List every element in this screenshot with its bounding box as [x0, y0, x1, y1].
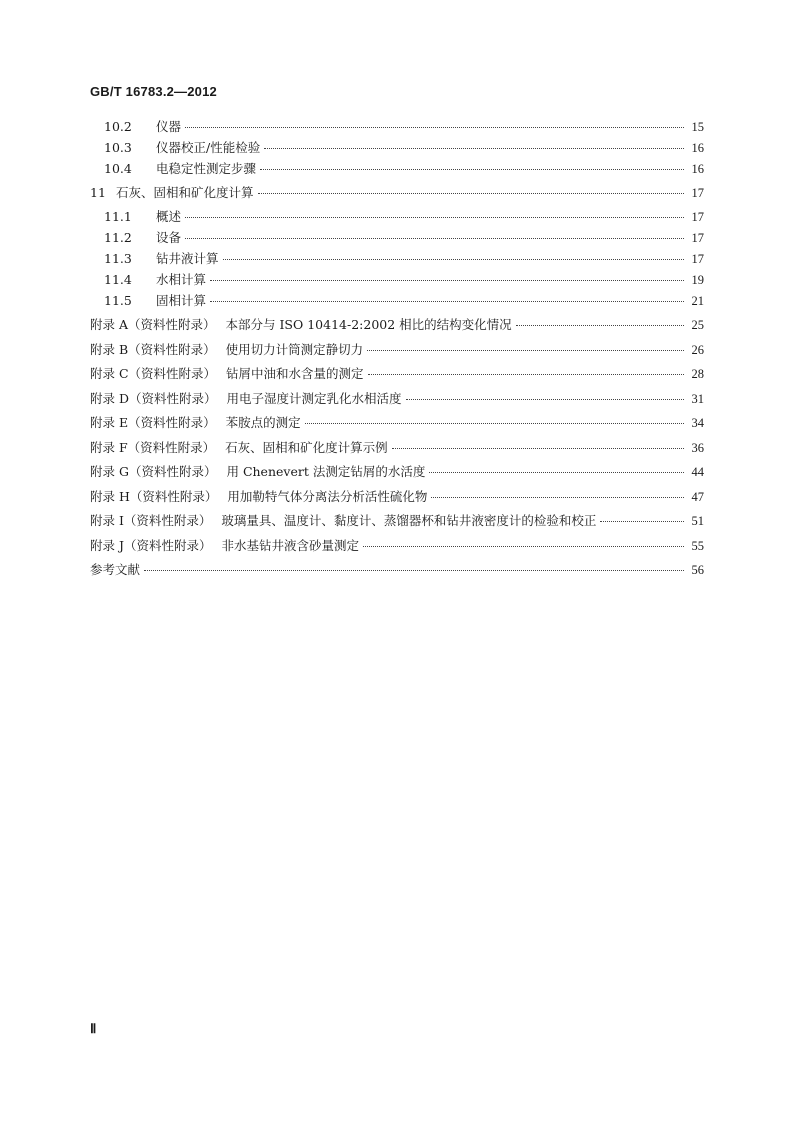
dot-leader [144, 570, 684, 571]
toc-title: 设备 [156, 230, 182, 245]
toc-entry-appendix-d[interactable] [90, 389, 704, 414]
toc-title: 本部分与 ISO 10414-2:2002 相比的结构变化情况 [225, 317, 512, 332]
toc-page: 36 [691, 440, 704, 455]
dot-leader [600, 521, 684, 522]
toc-entry-appendix-g[interactable] [90, 462, 704, 487]
toc-number: 附录 H（资料性附录） [90, 488, 218, 504]
toc-page: 55 [691, 538, 704, 553]
toc-entry-11-1[interactable] [90, 207, 704, 228]
toc-title: 用 Chenevert 法测定钻屑的水活度 [226, 464, 426, 479]
toc-title: 玻璃量具、温度计、黏度计、蒸馏器杯和钻井液密度计的检验和校正 [221, 513, 597, 528]
toc-number: 11.2 [104, 230, 132, 245]
dot-leader [406, 399, 684, 400]
toc-number: 附录 F（资料性附录） [90, 439, 216, 455]
toc-entry-appendix-c[interactable] [90, 364, 704, 389]
toc-number: 附录 B（资料性附录） [90, 341, 216, 357]
dot-leader [210, 280, 684, 281]
toc-entry-appendix-e[interactable] [90, 413, 704, 438]
dot-leader [516, 325, 684, 326]
toc-title: 固相计算 [156, 293, 207, 308]
toc-entry-11[interactable] [90, 183, 704, 207]
toc-entry-appendix-i[interactable] [90, 511, 704, 536]
toc-page: 17 [691, 252, 704, 266]
toc-number: 11.4 [104, 272, 132, 287]
toc-number: 附录 D（资料性附录） [90, 390, 217, 406]
toc-number: 附录 A（资料性附录） [90, 317, 216, 332]
dot-leader [260, 169, 684, 170]
toc-title: 钻井液计算 [156, 251, 219, 266]
toc-page: 44 [691, 465, 704, 479]
toc-entry-10-3[interactable] [90, 138, 704, 159]
toc-page: 17 [691, 186, 704, 200]
toc-title: 水相计算 [156, 272, 207, 287]
toc-title: 苯胺点的测定 [225, 415, 301, 430]
toc-entry-references[interactable] [90, 560, 704, 585]
toc-entry-appendix-a[interactable] [90, 315, 704, 340]
toc-number: 11 [90, 185, 106, 200]
toc-title: 电稳定性测定步骤 [156, 161, 257, 176]
dot-leader [185, 127, 684, 128]
toc-number: 11.1 [104, 209, 132, 224]
toc-page: 28 [691, 367, 704, 381]
toc-title: 非水基钻井液含砂量测定 [221, 537, 360, 553]
toc-number: 附录 C（资料性附录） [90, 366, 217, 381]
dot-leader [264, 148, 684, 149]
toc-entry-11-2[interactable] [90, 228, 704, 249]
toc-number: 11.3 [104, 251, 132, 266]
toc-entry-10-4[interactable] [90, 159, 704, 183]
toc-page: 21 [691, 294, 704, 308]
toc-entry-appendix-b[interactable] [90, 340, 704, 365]
table-of-contents [90, 117, 704, 585]
toc-page: 16 [691, 141, 704, 155]
toc-page: 16 [691, 162, 704, 176]
dot-leader [185, 238, 684, 239]
toc-page: 47 [691, 489, 704, 504]
toc-title: 石灰、固相和矿化度计算 [116, 185, 254, 200]
toc-title: 仪器校正/性能检验 [156, 140, 261, 155]
toc-entry-appendix-h[interactable] [90, 487, 704, 512]
dot-leader [367, 350, 684, 351]
dot-leader [363, 546, 684, 547]
toc-page: 15 [691, 120, 704, 134]
dot-leader [431, 497, 684, 498]
dot-leader [392, 448, 684, 449]
toc-page: 17 [691, 231, 704, 245]
toc-entry-10-2[interactable] [90, 117, 704, 138]
toc-page: 51 [691, 514, 704, 528]
toc-number: 10.4 [104, 161, 132, 176]
toc-number: 附录 I（资料性附录） [90, 513, 212, 528]
toc-number: 附录 G（资料性附录） [90, 464, 217, 479]
toc-number: 10.3 [104, 140, 132, 155]
dot-leader [210, 301, 684, 302]
toc-entry-11-4[interactable] [90, 270, 704, 291]
toc-number: 11.5 [104, 293, 132, 308]
toc-page: 17 [691, 210, 704, 224]
toc-number: 10.2 [104, 119, 132, 134]
dot-leader [258, 193, 684, 194]
toc-title: 参考文献 [90, 562, 141, 577]
toc-title: 用加勒特气体分离法分析活性硫化物 [227, 488, 428, 504]
toc-title: 钻屑中油和水含量的测定 [226, 366, 364, 381]
toc-title: 使用切力计筒测定静切力 [225, 341, 364, 357]
toc-number: 附录 E（资料性附录） [90, 415, 216, 430]
toc-title: 概述 [156, 209, 182, 224]
dot-leader [368, 374, 684, 375]
dot-leader [185, 217, 684, 218]
toc-page: 26 [691, 342, 704, 357]
toc-page: 25 [691, 318, 704, 332]
toc-number: 附录 J（资料性附录） [90, 537, 212, 553]
toc-page: 34 [691, 416, 704, 430]
toc-page: 19 [691, 273, 704, 287]
toc-page: 56 [691, 563, 704, 577]
dot-leader [223, 259, 684, 260]
page-number: Ⅱ [90, 1021, 97, 1036]
toc-title: 仪器 [156, 119, 182, 134]
toc-title: 用电子湿度计测定乳化水相活度 [226, 390, 402, 406]
standard-code: GB/T 16783.2—2012 [90, 84, 217, 99]
dot-leader [429, 472, 684, 473]
toc-title: 石灰、固相和矿化度计算示例 [225, 439, 388, 455]
toc-entry-11-5[interactable] [90, 291, 704, 315]
toc-page: 31 [691, 391, 704, 406]
dot-leader [305, 423, 684, 424]
toc-entry-appendix-f[interactable] [90, 438, 704, 463]
toc-entry-11-3[interactable] [90, 249, 704, 270]
toc-entry-appendix-j[interactable] [90, 536, 704, 561]
